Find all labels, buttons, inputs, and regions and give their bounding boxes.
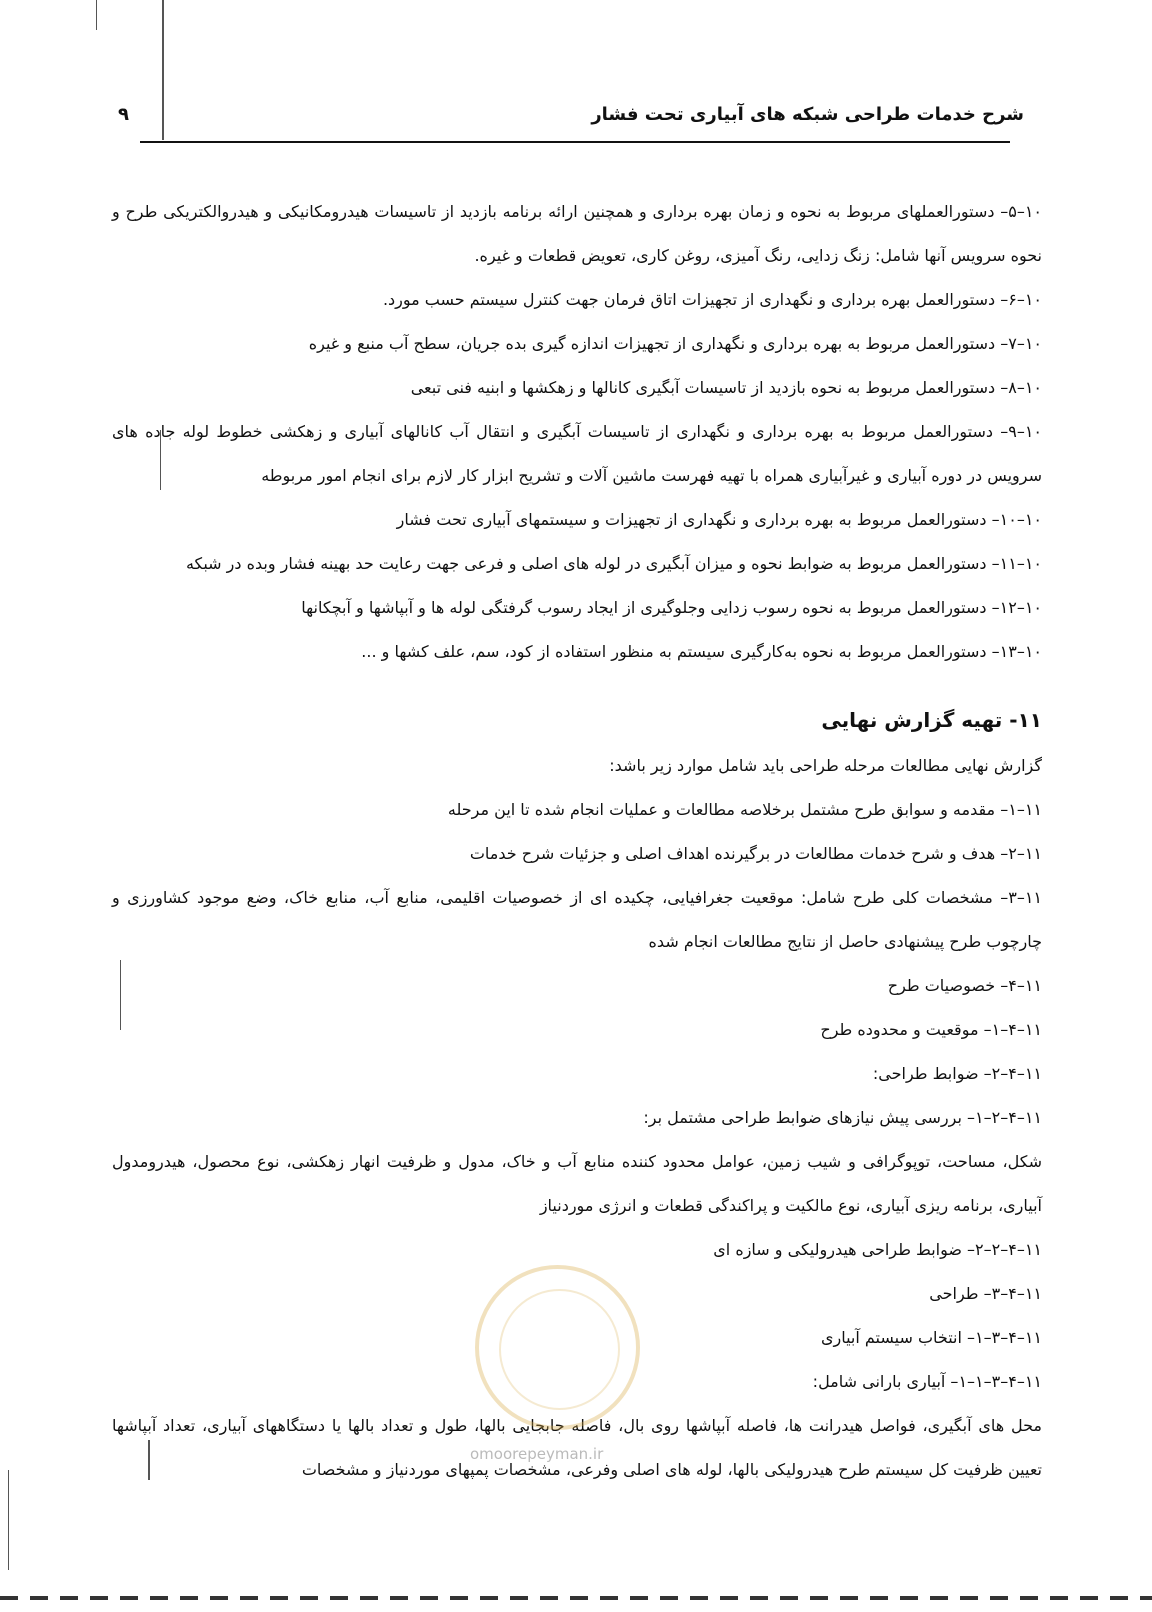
item-11-1: ۱۱–۱– مقدمه و سوابق طرح مشتمل برخلاصه مطالعات و عملیات انجام شده تا این مرحله bbox=[447, 800, 1042, 819]
item-10-5: ۱۰–۵– دستورالعملهای مربوط به نحوه و زمان بهره برداری و همچنین ارائه برنامه بازدید از تاسیسات هیدرومکانیکی و هیدروالکتریکی طرح و نحوه سرویس آنها شامل: زنگ زدایی، رنگ آمیزی، روغن کاری، تعویض قطعات و غیره. bbox=[112, 202, 1042, 265]
item-11-4-3-1-1: ۱۱–۴–۳–۱–۱– آبیاری بارانی شامل: bbox=[812, 1372, 1042, 1391]
scan-margin-line bbox=[96, 0, 97, 30]
item-10-7: ۱۰–۷– دستورالعمل مربوط به بهره برداری و نگهداری از تجهیزات اندازه گیری بده جریان، سطح آب منبع و غیره bbox=[308, 334, 1042, 353]
running-header-title: شرح خدمات طراحی شبکه های آبیاری تحت فشار bbox=[591, 104, 1024, 125]
item-11-4: ۱۱–۴– خصوصیات طرح bbox=[887, 976, 1042, 995]
item-11-4-2-2: ۱۱–۴–۲–۲– ضوابط طراحی هیدرولیکی و سازه ای bbox=[713, 1240, 1042, 1259]
item-10-12: ۱۰–۱۲– دستورالعمل مربوط به نحوه رسوب زدایی وجلوگیری از ایجاد رسوب گرفتگی لوله ها و آبپاشها و آبچکانها bbox=[301, 598, 1042, 617]
section-11-intro: گزارش نهایی مطالعات مرحله طراحی باید شامل موارد زیر باشد: bbox=[609, 756, 1042, 775]
scan-bottom-edge bbox=[0, 1596, 1152, 1600]
item-10-9: ۱۰–۹– دستورالعمل مربوط به بهره برداری و نگهداری از تاسیسات آبگیری و انتقال آب کانالهای آبیاری و زهکشی خطوط لوله جاده های سرویس در دوره آبیاری و غیرآبیاری همراه با تهیه فهرست ماشین آلات و تشریح ابزار کار لازم برای انجام امور مربوطه bbox=[112, 422, 1042, 485]
header-rule bbox=[140, 141, 1010, 143]
item-10-13: ۱۰–۱۳– دستورالعمل مربوط به نحوه به‌کارگیری سیستم به منظور استفاده از کود، سم، علف کشها و ... bbox=[361, 642, 1042, 661]
item-11-2: ۱۱–۲– هدف و شرح خدمات مطالعات در برگیرنده اهداف اصلی و جزئیات شرح خدمات bbox=[469, 844, 1042, 863]
item-10-11: ۱۰–۱۱– دستورالعمل مربوط به ضوابط نحوه و میزان آبگیری در لوله های اصلی و فرعی جهت رعایت حد بهینه فشار وبده در شبکه bbox=[185, 554, 1042, 573]
scan-margin-line bbox=[162, 0, 164, 140]
item-11-4-2-1: ۱۱–۴–۲–۱– بررسی پیش نیازهای ضوابط طراحی مشتمل بر: bbox=[643, 1108, 1042, 1127]
item-10-10: ۱۰–۱۰– دستورالعمل مربوط به بهره برداری و نگهداری از تجهیزات و سیستمهای آبیاری تحت فشار bbox=[396, 510, 1042, 529]
item-11-4-3-1-1-details: محل های آبگیری، فواصل هیدرانت ها، فاصله آبپاشها روی بال، فاصله جابجایی بالها، طول و تعداد بالها یا دستگاههای آبیاری، تعداد آبپاشها تعیین ظرفیت کل سیستم طرح هیدرولیکی بالها، لوله های اصلی وفرعی، مشخصات پمپهای موردنیاز و مشخصات bbox=[112, 1416, 1042, 1479]
item-11-4-2: ۱۱–۴–۲– ضوابط طراحی: bbox=[872, 1064, 1042, 1083]
item-11-4-3-1: ۱۱–۴–۳–۱– انتخاب سیستم آبیاری bbox=[820, 1328, 1042, 1347]
section-11-heading: ۱۱- تهیه گزارش نهایی bbox=[821, 708, 1042, 732]
item-10-6: ۱۰–۶– دستورالعمل بهره برداری و نگهداری از تجهیزات اتاق فرمان جهت کنترل سیستم حسب مورد. bbox=[382, 290, 1042, 309]
section-spacer bbox=[112, 674, 1042, 696]
scan-margin-line bbox=[8, 1470, 9, 1570]
item-11-4-1: ۱۱–۴–۱– موقعیت و محدوده طرح bbox=[820, 1020, 1042, 1039]
watermark-url: omoorepeyman.ir bbox=[470, 1445, 604, 1463]
body-content bbox=[112, 190, 1042, 1492]
item-10-8: ۱۰–۸– دستورالعمل مربوط به نحوه بازدید از تاسیسات آبگیری کانالها و زهکشها و ابنیه فنی تبعی bbox=[410, 378, 1042, 397]
item-11-3: ۱۱–۳– مشخصات کلی طرح شامل: موقعیت جغرافیایی، چکیده ای از خصوصیات اقلیمی، منابع آب، منابع خاک، وضع موجود کشاورزی و چارچوب طرح پیشنهادی حاصل از نتایج مطالعات انجام شده bbox=[112, 888, 1042, 951]
item-11-4-2-1-details: شکل، مساحت، توپوگرافی و شیب زمین، عوامل محدود کننده منابع آب و خاک، مدول و ظرفیت انهار زهکشی، نوع محصول، هیدرومدول آبیاری، برنامه ریزی آبیاری، نوع مالکیت و پراکندگی قطعات و انرژی موردنیاز bbox=[112, 1152, 1042, 1215]
page-number: ۹ bbox=[118, 104, 129, 125]
item-11-4-3: ۱۱–۴–۳– طراحی bbox=[929, 1284, 1042, 1303]
